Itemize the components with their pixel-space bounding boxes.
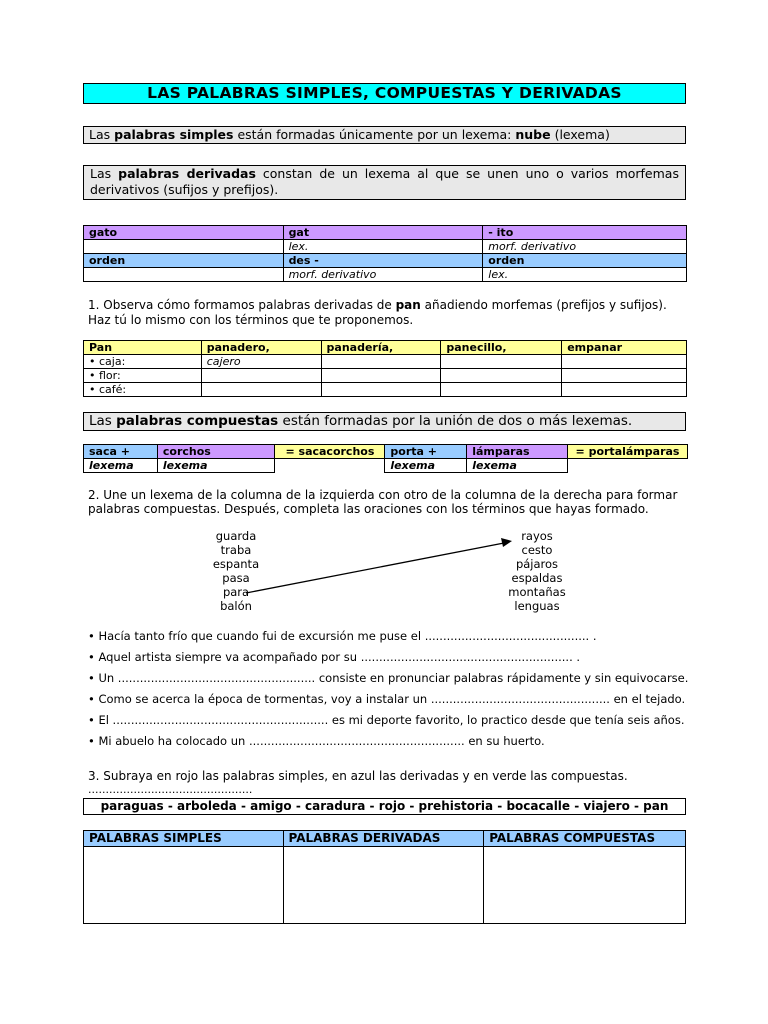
table-cell: corchos: [157, 445, 275, 459]
exercise-2-instruction: 2. Une un lexema de la columna de la izquierda con otro de la columna de la derecha para formar: [88, 488, 678, 502]
table-cell: lexema: [157, 459, 275, 473]
table-cell: orden: [483, 254, 687, 268]
table-cell: porta +: [385, 445, 467, 459]
table-cell: saca +: [84, 445, 158, 459]
sentence-6: • Mi abuelo ha colocado un ........................................................... en su huerto.: [88, 734, 545, 748]
table-cell: - ito: [483, 226, 687, 240]
table-cell: morf. derivativo: [483, 240, 687, 254]
sentence-3: • Un ...................................................... consiste en pronunciar palabras rápidamente y sin equivocarse.: [88, 671, 689, 685]
exercise-2-instruction-2: palabras compuestas. Después, completa las oraciones con los términos que hayas formado.: [88, 502, 649, 516]
answer-cell-derivadas[interactable]: [283, 847, 484, 924]
answer-cell-compuestas[interactable]: [484, 847, 686, 924]
table-cell[interactable]: cajero: [201, 355, 321, 369]
lexeme-left[interactable]: espanta: [212, 557, 260, 571]
lexeme-right[interactable]: cesto: [521, 543, 553, 557]
table-header: panecillo,: [441, 341, 562, 355]
table-header: PALABRAS COMPUESTAS: [484, 831, 686, 847]
word-list: paraguas - arboleda - amigo - caradura - rojo - prehistoria - bocacalle - viajero - pan: [83, 798, 686, 815]
table-cell: orden: [84, 254, 284, 268]
table-header: Pan: [84, 341, 202, 355]
table-cell: lexema: [84, 459, 158, 473]
table-cell: = portalámparas: [568, 445, 688, 459]
table-header: empanar: [562, 341, 687, 355]
table-cell: gat: [283, 226, 483, 240]
table-cell: = sacacorchos: [275, 445, 385, 459]
definition-compuestas: Las palabras compuestas están formadas por la unión de dos o más lexemas.: [83, 412, 686, 431]
table-cell: • caja:: [84, 355, 202, 369]
table-cell: gato: [84, 226, 284, 240]
table-cell: lex.: [483, 268, 687, 282]
table-cell: • café:: [84, 383, 202, 397]
table-header: panadería,: [321, 341, 441, 355]
sentence-4: • Como se acerca la época de tormentas, voy a instalar un ................................................. en el tejado.: [88, 692, 686, 706]
lexeme-left[interactable]: traba: [220, 543, 252, 557]
table-cell: morf. derivativo: [283, 268, 483, 282]
lexeme-right[interactable]: lenguas: [514, 599, 560, 613]
table-header: PALABRAS DERIVADAS: [283, 831, 484, 847]
table-row: [84, 847, 686, 924]
exercise-1-instruction-2: Haz tú lo mismo con los términos que te proponemos.: [88, 313, 414, 327]
lexeme-left[interactable]: para: [222, 585, 250, 599]
sentence-1: • Hacía tanto frío que cuando fui de excursión me puse el ............................................. .: [88, 629, 597, 643]
definition-derivadas: Las palabras derivadas constan de un lexema al que se unen uno o varios morfemas derivativos (sufijos y prefijos).: [83, 165, 686, 200]
table-header: PALABRAS SIMPLES: [84, 831, 284, 847]
table-cell: lexema: [467, 459, 568, 473]
answer-cell-simples[interactable]: [84, 847, 284, 924]
table-cell: lex.: [283, 240, 483, 254]
lexeme-right[interactable]: montañas: [508, 585, 566, 599]
lexeme-right[interactable]: espaldas: [511, 571, 563, 585]
exercise-1-instruction: 1. Observa cómo formamos palabras derivadas de pan añadiendo morfemas (prefijos y sufijos).: [88, 298, 667, 312]
lexeme-left[interactable]: balón: [220, 599, 252, 613]
lexeme-right[interactable]: pájaros: [515, 557, 559, 571]
table-cell: des -: [283, 254, 483, 268]
lexeme-left[interactable]: guarda: [215, 529, 257, 543]
page-title: LAS PALABRAS SIMPLES, COMPUESTAS Y DERIVADAS: [83, 83, 686, 104]
lexeme-left[interactable]: pasa: [222, 571, 250, 585]
table-header: panadero,: [201, 341, 321, 355]
table-row: [84, 831, 686, 847]
table-cell: • flor:: [84, 369, 202, 383]
table-cell: lexema: [385, 459, 467, 473]
exercise-3-instruction: 3. Subraya en rojo las palabras simples, en azul las derivadas y en verde las compuestas.: [88, 769, 628, 783]
exercise-3-dots: ...............................................: [88, 783, 253, 796]
classification-table: [83, 830, 686, 924]
sentence-5: • El ........................................................... es mi deporte favorito, lo practico desde que tenía seis años.: [88, 713, 685, 727]
lexeme-right[interactable]: rayos: [521, 529, 553, 543]
table-cell: lámparas: [467, 445, 568, 459]
definition-simples: Las palabras simples están formadas únicamente por un lexema: nube (lexema): [83, 126, 686, 144]
sentence-2: • Aquel artista siempre va acompañado por su .......................................................... .: [88, 650, 581, 664]
